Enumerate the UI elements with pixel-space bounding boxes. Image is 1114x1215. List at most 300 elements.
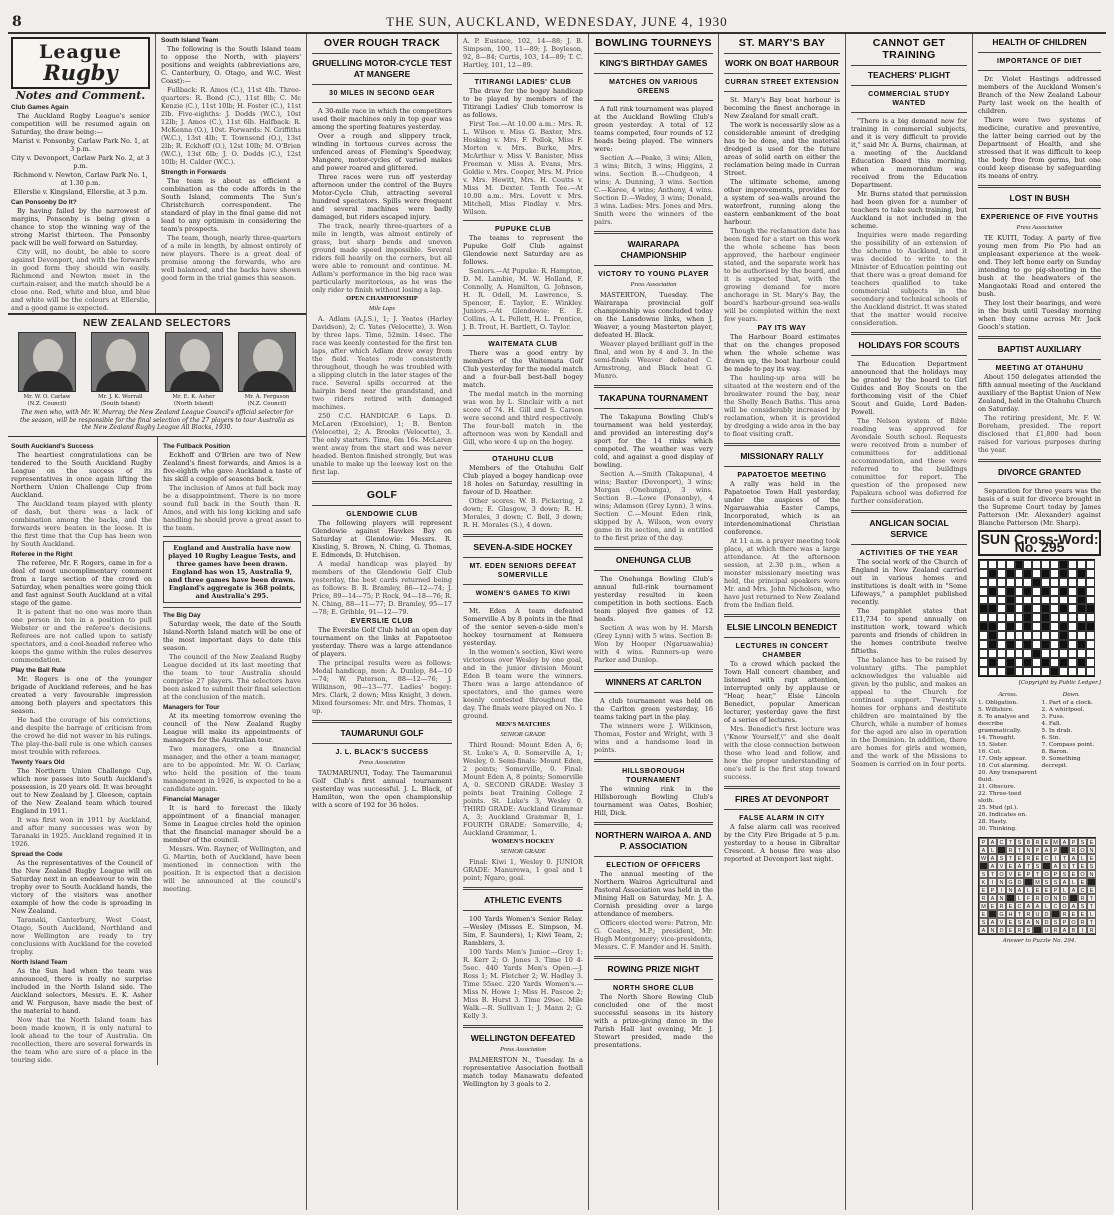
referee-text: The referee, Mr. F. Rogers, came in for a deal of most uncomplimentary comment from a large section of the crowd on Saturday, when penalties were going thick and fast against South Auckland at a vital stage of the game. xyxy=(11,558,152,607)
answer-cell: R xyxy=(1078,918,1087,926)
crossword-block xyxy=(988,631,997,640)
titirangi-text: The draw for the bogey handicap to be played by members of the Titirangi Ladies' Club tomorrow is as follows. xyxy=(463,87,583,119)
crossword-cell[interactable] xyxy=(1059,667,1068,676)
crossword-cell[interactable] xyxy=(1023,560,1032,569)
answer-cell: E xyxy=(1006,926,1015,934)
answer-cell xyxy=(988,910,997,918)
answer-cell: S xyxy=(1051,878,1060,886)
league-column xyxy=(8,34,306,1210)
crossword-cell[interactable] xyxy=(988,596,997,605)
crossword-block xyxy=(988,604,997,613)
crossword-block xyxy=(1032,649,1041,658)
referee-heading: Referee in the Right xyxy=(11,550,73,558)
crossword-cell[interactable] xyxy=(1086,631,1095,640)
crossword-cell[interactable] xyxy=(1086,587,1095,596)
crossword-block xyxy=(1006,569,1015,578)
crossword-cell[interactable] xyxy=(997,587,1006,596)
answer-cell: R xyxy=(1051,926,1060,934)
harbour-deck: CURRAN STREET EXTENSION xyxy=(725,79,839,86)
elsie-text: To a crowd which packed the Town Hall concert chamber, and listened with rapt attention, interrupted only by applause or "Hear, hear," Elsie Lincoln Benedict, popular American lecturer, yesterday gave the first of a series of lectures. xyxy=(724,660,840,724)
answer-cell: N xyxy=(1087,870,1096,878)
answer-cell: N xyxy=(997,878,1006,886)
strength-heading: Strength in Forwards xyxy=(161,169,227,176)
answer-cell: T xyxy=(1015,910,1024,918)
answer-cell: A xyxy=(1024,918,1033,926)
womens-grade: SENIOR GRADE xyxy=(500,848,546,855)
crossword-cell[interactable] xyxy=(1050,560,1059,569)
crossword-cell[interactable] xyxy=(979,649,988,658)
crossword-cell[interactable] xyxy=(1015,587,1024,596)
filler-text: The track, nearly three-quarters of a mile in length, was almost entirely of grass, but sharp bends and uneven ground made speed impossible. Several riders fell heavily on the corners, but all were able to remount and continue. M. Adlam's performance in the big race was particularly meritorious, as he was the only rider to finish without losing a lap. xyxy=(312,222,452,294)
filler-text: In the women's section, Kiwi were victorious over Wesley by one goal, and in the junior division Mount Eden B team were the winners. There was a large attendance of spectators, and the games were keenly contested throughout the day. The finals were played on No. 1 ground. xyxy=(463,648,583,720)
open-heading: OPEN CHAMPIONSHIP xyxy=(346,295,418,302)
big-day-heading: The Big Day xyxy=(163,611,201,619)
crossword-cell[interactable] xyxy=(979,569,988,578)
crossword-cell[interactable] xyxy=(988,578,997,587)
crossword-cell[interactable] xyxy=(1015,604,1024,613)
answer-cell: A xyxy=(1015,886,1024,894)
crossword-cell[interactable] xyxy=(1068,569,1077,578)
answer-cell: E xyxy=(1069,870,1078,878)
crossword-cell[interactable] xyxy=(1068,578,1077,587)
crossword-cell[interactable] xyxy=(1023,631,1032,640)
crossword-cell[interactable] xyxy=(1068,622,1077,631)
crossword-block xyxy=(1041,640,1050,649)
crossword-cell[interactable] xyxy=(1068,667,1077,676)
answer-cell: L xyxy=(1069,878,1078,886)
training-text: Mr. Burns stated that permission had been given for a number of teachers to take such training, but Auckland is not included in the scheme. xyxy=(851,190,967,230)
crossword-block xyxy=(1032,578,1041,587)
sa-text: The heartiest congratulations can be tendered to the South Auckland Rugby League on the success of its representatives in once again lifting the Northern Union Challenge Cup from Auckland. xyxy=(11,450,152,499)
answer-cell: A xyxy=(979,926,988,934)
across-clues xyxy=(978,689,1038,833)
answer-cell: H xyxy=(1006,910,1015,918)
crossword-block xyxy=(1023,640,1032,649)
wairarapa-text: MASTERTON, Tuesday. The Wairarapa provincial golf championship was concluded today on the Lansdowne links, when J. Weaver, a young Masterton player, defeated H. Black. xyxy=(594,291,713,339)
crossword-block xyxy=(988,640,997,649)
crossword-cell[interactable] xyxy=(997,613,1006,622)
crossword-cell[interactable] xyxy=(1086,578,1095,587)
crossword-cell[interactable] xyxy=(1032,587,1041,596)
hillsborough-headline: HILLSBOROUGH TOURNAMENT xyxy=(622,768,685,784)
health-column xyxy=(973,34,1106,1210)
answer-cell: U xyxy=(1033,910,1042,918)
answer-cell: T xyxy=(1033,870,1042,878)
bowling-headline: BOWLING TOURNEYS xyxy=(595,37,712,49)
answer-cell: O xyxy=(1042,870,1051,878)
crossword-cell[interactable] xyxy=(1077,560,1086,569)
crossword-cell[interactable] xyxy=(1032,640,1041,649)
crossword-cell[interactable] xyxy=(1015,649,1024,658)
crossword-cell[interactable] xyxy=(997,631,1006,640)
motorcycle-column xyxy=(306,34,458,1210)
crossword-cell[interactable] xyxy=(1032,622,1041,631)
fixture: Richmond v. Newton, Carlaw Park No. 1, at 1.30 p.m. xyxy=(13,171,148,187)
answer-cell: T xyxy=(1087,902,1096,910)
down-clue: 7. Compass point. xyxy=(1041,741,1095,748)
club-games-heading: Club Games Again xyxy=(11,104,69,111)
filler-text: 250 C.C. HANDICAP. 6 Laps. D. McLaren (Excelsior), 1; B. Benton (Velocette), 2; A. Brooks (Velocette), 3. The only starters. Time, 6m 16s. McLaren went away from the start and was never headed. Benton finished strongly, but was unable to make up the leeway lost on the first lap. xyxy=(312,412,452,476)
answer-cell: S xyxy=(1060,862,1069,870)
answer-cell xyxy=(1033,926,1042,934)
crossword-cell[interactable] xyxy=(1050,613,1059,622)
crossword-cell[interactable] xyxy=(979,640,988,649)
wairarapa-subheadline: VICTORY TO YOUNG PLAYER xyxy=(598,271,709,278)
answer-cell: V xyxy=(1006,870,1015,878)
answer-cell: T xyxy=(1024,862,1033,870)
crossword-cell[interactable] xyxy=(1077,578,1086,587)
crossword-cell[interactable] xyxy=(979,587,988,596)
crossword-cell[interactable] xyxy=(979,631,988,640)
answer-cell: A xyxy=(988,854,997,862)
crossword-cell[interactable] xyxy=(1086,640,1095,649)
answer-cell: R xyxy=(1033,838,1042,846)
answer-cell: E xyxy=(1078,862,1087,870)
answer-cell: N xyxy=(988,926,997,934)
crossword-cell[interactable] xyxy=(1015,622,1024,631)
motorcycle-subheadline: GRUELLING MOTOR-CYCLE TEST AT MANGERE xyxy=(312,58,452,79)
crossword-cell[interactable] xyxy=(1023,578,1032,587)
crossword-cell[interactable] xyxy=(1006,560,1015,569)
crossword-cell[interactable] xyxy=(1068,640,1077,649)
crossword-block xyxy=(1059,560,1068,569)
crossword-cell[interactable] xyxy=(1068,631,1077,640)
crossword-block xyxy=(1023,604,1032,613)
crossword-block xyxy=(1023,622,1032,631)
filler-text: The winners were J. Wilkinson, Thomas, Foster and Wright, with 3 wins and a handsome lead in points. xyxy=(594,722,713,754)
crossword-cell[interactable] xyxy=(1050,604,1059,613)
crossword-cell[interactable] xyxy=(1032,604,1041,613)
crossword-cell[interactable] xyxy=(1041,631,1050,640)
health-text: There were two systems of medicine, curative and preventive, the latter being carried out by the Department of Health, and she stressed that it was difficult to keep the body free from germs, but one could keep disease by safeguarding its means of entry. xyxy=(978,116,1101,180)
filler-text: The hauling-up area will be situated at the western end of the breakwater round the bay, near the Shelly Beach Baths. This area will be considerably increased by reclamation, when it is provided by dredging a wide area in the bay to float visiting craft. xyxy=(724,374,840,438)
crossword-cell[interactable] xyxy=(1032,560,1041,569)
crossword-cell[interactable] xyxy=(1068,596,1077,605)
answer-cell: P xyxy=(1060,918,1069,926)
fixture: Marist v. Ponsonby, Carlaw Park No. 1, at 3 p.m. xyxy=(12,137,149,153)
crossword-cell[interactable] xyxy=(1041,596,1050,605)
answer-cell: R xyxy=(1015,926,1024,934)
womens-hockey-heading: WOMEN'S HOCKEY xyxy=(491,838,555,845)
crossword-cell[interactable] xyxy=(1086,569,1095,578)
answer-cell: A xyxy=(1069,854,1078,862)
crossword-cell[interactable] xyxy=(1032,658,1041,667)
crossword-cell[interactable] xyxy=(1006,613,1015,622)
pay-heading: PAY ITS WAY xyxy=(757,325,807,332)
crossword-cell[interactable] xyxy=(1015,658,1024,667)
crossword-cell[interactable] xyxy=(1050,587,1059,596)
crossword-cell[interactable] xyxy=(1006,631,1015,640)
crossword-cell[interactable] xyxy=(1059,578,1068,587)
motorcycle-deck: 30 MILES IN SECOND GEAR xyxy=(329,90,435,97)
crossword-cell[interactable] xyxy=(1032,596,1041,605)
down-clue: 4. Fall. xyxy=(1041,720,1062,727)
crossword-cell[interactable] xyxy=(1077,649,1086,658)
motorcycle-text: Over a rough and slippery track, winding in tortuous curves across the unfenced areas of Fleming's Speedway, Mangere, motor-cycles of varied makes and power roared and glittered. xyxy=(312,132,452,172)
health-headline: HEALTH OF CHILDREN xyxy=(992,37,1087,47)
crossword-cell[interactable] xyxy=(979,578,988,587)
crossword-block xyxy=(1006,622,1015,631)
down-label: Down. xyxy=(1062,690,1080,698)
press-association: Press Association xyxy=(630,281,677,288)
crossword-grid[interactable] xyxy=(978,559,1095,677)
across-clue: 5. Wiltshire. xyxy=(978,706,1014,713)
answer-cell: T xyxy=(1069,862,1078,870)
crossword-cell[interactable] xyxy=(1068,649,1077,658)
rowing-headline: ROWING PRIZE NIGHT xyxy=(607,964,700,974)
crossword-block xyxy=(1041,587,1050,596)
answer-cell: S xyxy=(1015,838,1024,846)
answer-cell: E xyxy=(1033,886,1042,894)
crossword-cell[interactable] xyxy=(997,640,1006,649)
crossword-cell[interactable] xyxy=(997,658,1006,667)
crossword-cell[interactable] xyxy=(1015,667,1024,676)
crossword-cell[interactable] xyxy=(979,596,988,605)
answer-cell: O xyxy=(1078,870,1087,878)
crossword-cell[interactable] xyxy=(1050,649,1059,658)
missionary-text: A rally was held in the Papatoetoe Town Hall yesterday, under the auspices of the Ngaruawahia Easter Camps, Incorporated, which is an interdenominational Christian conference. xyxy=(724,480,840,536)
anglican-text: The pamphlet states that £11,734 to spend annually on institution work, toward which parents and friends of children in the homes contribute twelve fiftieths. xyxy=(851,607,967,655)
answer-cell: P xyxy=(1069,838,1078,846)
crossword-cell[interactable] xyxy=(1041,560,1050,569)
answer-cell: A xyxy=(1024,902,1033,910)
crossword-cell[interactable] xyxy=(997,667,1006,676)
answer-cell: S xyxy=(1051,918,1060,926)
answer-cell: M xyxy=(1033,878,1042,886)
crossword-cell[interactable] xyxy=(979,658,988,667)
crossword-cell[interactable] xyxy=(1077,631,1086,640)
crossword-cell[interactable] xyxy=(1077,613,1086,622)
crossword-cell[interactable] xyxy=(1032,613,1041,622)
answer-cell: A xyxy=(1060,878,1069,886)
crossword-cell[interactable] xyxy=(997,578,1006,587)
answer-cell: T xyxy=(1006,838,1015,846)
bowling-column xyxy=(589,34,719,1210)
crossword-cell[interactable] xyxy=(1068,587,1077,596)
answer-cell: D xyxy=(997,926,1006,934)
crossword-cell[interactable] xyxy=(1023,649,1032,658)
answer-cell: S xyxy=(1015,918,1024,926)
selector-name: Mr. A. Ferguson xyxy=(244,394,290,400)
crossword-block xyxy=(1041,569,1050,578)
filler-text: Taranaki, Canterbury, West Coast, Otago, South Auckland, Northland and now Wellington are ready to try conclusions with Auckland for the coveted trophy. xyxy=(11,915,152,956)
press-association: Press Association xyxy=(1016,224,1063,231)
down-clues xyxy=(1042,689,1102,833)
crossword-cell[interactable] xyxy=(997,569,1006,578)
ponsonby-heading: Can Ponsonby Do It? xyxy=(11,199,77,206)
answer-cell: R xyxy=(1078,894,1087,902)
crossword-cell[interactable] xyxy=(988,667,997,676)
answer-cell: V xyxy=(997,862,1006,870)
harbour-subheadline: WORK ON BOAT HARBOUR xyxy=(725,58,839,68)
answer-cell: A xyxy=(1069,886,1078,894)
answer-cell: I xyxy=(988,878,997,886)
masthead xyxy=(8,6,1106,34)
crossword-cell[interactable] xyxy=(1050,640,1059,649)
crossword-cell[interactable] xyxy=(1041,578,1050,587)
crossword-cell[interactable] xyxy=(1068,604,1077,613)
crossword-block xyxy=(1006,658,1015,667)
crossword-cell[interactable] xyxy=(997,596,1006,605)
crossword-cell[interactable] xyxy=(997,560,1006,569)
down-clue: 9. Something decrepit. xyxy=(1041,755,1081,769)
nw-text: The annual meeting of the Northern Wairoa Agricultural and Pastoral Association was held in the Mining Hall on Saturday, Mr. J. A. Cornish presiding over a large attendance of members. xyxy=(594,870,713,918)
crossword-cell[interactable] xyxy=(1015,640,1024,649)
everslie-text: The Everslie Golf Club held an open day tournament on the links at Papatoetoe yesterday. There was a large attendance of players. xyxy=(312,626,452,658)
answer-cell: N xyxy=(1006,886,1015,894)
filler-text: The inclusion of Amos at full back may be a disappointment. There is no more sound full back in the South than R. Amos, and with his long kicking and safe handling he should prove a great asset to the team. xyxy=(163,483,301,532)
answer-cell: E xyxy=(1078,878,1087,886)
crossword-cell[interactable] xyxy=(1023,667,1032,676)
answer-cell: A xyxy=(1060,926,1069,934)
baptist-headline: BAPTIST AUXILIARY xyxy=(997,344,1082,354)
crossword-cell[interactable] xyxy=(1015,596,1024,605)
answer-cell: P xyxy=(979,838,988,846)
crossword-cell[interactable] xyxy=(1015,613,1024,622)
divorce-headline: DIVORCE GRANTED xyxy=(997,467,1082,477)
bowling-subheadline: KING'S BIRTHDAY GAMES xyxy=(599,58,708,68)
answer-cell: R xyxy=(1006,846,1015,854)
filler-text: Two managers, one a financial manager, and the other a team manager, are to be appointed. Mr. W. O. Carlaw, who held the position of the team management in 1926, is expected to be a candidate again. xyxy=(163,744,301,793)
crossword-cell[interactable] xyxy=(1050,578,1059,587)
anglican-subheadline: ACTIVITIES OF THE YEAR xyxy=(859,550,959,557)
selector-region: (South Island) xyxy=(100,400,141,407)
crossword-cell[interactable] xyxy=(1086,667,1095,676)
answer-cell: A xyxy=(979,846,988,854)
answer-cell: S xyxy=(1033,862,1042,870)
answer-cell: P xyxy=(1024,870,1033,878)
crossword-cell[interactable] xyxy=(979,667,988,676)
crossword-cell[interactable] xyxy=(1032,667,1041,676)
lost-subheadline: EXPERIENCE OF FIVE YOUTHS xyxy=(980,214,1099,221)
crossword-cell[interactable] xyxy=(979,560,988,569)
portrait-image xyxy=(238,332,296,392)
crossword-cell[interactable] xyxy=(997,604,1006,613)
league-left xyxy=(8,34,156,313)
answer-cell: K xyxy=(979,878,988,886)
answer-cell: C xyxy=(1078,886,1087,894)
crossword-cell[interactable] xyxy=(988,560,997,569)
answer-box xyxy=(978,837,1096,935)
pay-text: The Harbour Board estimates that on the changes proposed when the whole scheme was drawn up, the boat harbour could be made to pay its way. xyxy=(724,333,840,373)
answer-cell: E xyxy=(1087,838,1096,846)
crossword-cell[interactable] xyxy=(1050,622,1059,631)
crossword-cell[interactable] xyxy=(1086,613,1095,622)
across-clue: 1. Obligation. xyxy=(978,699,1018,706)
answer-cell: G xyxy=(997,910,1006,918)
crossword-cell[interactable] xyxy=(1086,596,1095,605)
crossword-block xyxy=(1041,613,1050,622)
across-clue: 28. Hasty. xyxy=(978,818,1008,825)
down-clue: 1. Part of a clock. xyxy=(1041,699,1093,706)
crossword-cell[interactable] xyxy=(1023,596,1032,605)
selector-photo xyxy=(164,332,224,407)
crossword-cell[interactable] xyxy=(1068,658,1077,667)
filler-text: Mrs. Benedict's first lecture was \"Know Yourself,\" and she dealt with the close connection between those who lead and follow, and how the proper understanding of one's self is the first step toward success. xyxy=(724,725,840,781)
crossword-cell[interactable] xyxy=(997,622,1006,631)
answer-cell: R xyxy=(1033,894,1042,902)
answer-cell xyxy=(1051,910,1060,918)
answer-cell: L xyxy=(1078,854,1087,862)
crossword-cell[interactable] xyxy=(1032,631,1041,640)
answer-cell: S xyxy=(1087,862,1096,870)
crossword-cell[interactable] xyxy=(988,613,997,622)
crossword-cell[interactable] xyxy=(1059,613,1068,622)
across-clue: 14. Thought. xyxy=(978,734,1016,741)
filler-text: Section A.—Peake, 3 wins; Allen, 3 wins; Bitch, 3 wins; Higgins, 2 wins. Section B.—Chudgeon, 4 wins; A. Dunning, 3 wins. Section C.—Karee, 4 wins; Anthony, 4 wins. Section D.—Wadey, 3 wins; Donald, 3 wins. Ladies: Mrs. Jones and Mrs. Smith were the winners of the pairs. xyxy=(594,154,713,226)
crossword-cell[interactable] xyxy=(1050,596,1059,605)
anglican-headline: ANGLICAN SOCIAL SERVICE xyxy=(869,518,949,539)
crossword-cell[interactable] xyxy=(1068,613,1077,622)
answer-cell: O xyxy=(1060,902,1069,910)
crossword-block xyxy=(1006,667,1015,676)
holidays-headline: HOLIDAYS FOR SCOUTS xyxy=(858,340,960,350)
bowling-deck: MATCHES ON VARIOUS GREENS xyxy=(609,79,698,95)
answer-cell xyxy=(979,862,988,870)
england-australia-box: England and Australia have now played 10 Rugby League Tests, and three games have been drawn. England has won 15, Australia 9, and three games have been drawn. England's aggregate is 368 points, and Australia's 295. xyxy=(163,541,301,603)
answer-cell: I xyxy=(997,886,1006,894)
crossword-cell[interactable] xyxy=(988,649,997,658)
crossword-cell[interactable] xyxy=(1059,649,1068,658)
crossword-cell[interactable] xyxy=(1077,667,1086,676)
crossword-cell[interactable] xyxy=(1032,569,1041,578)
answer-cell: R xyxy=(997,902,1006,910)
across-clue: 17. Only appear. xyxy=(978,755,1027,762)
crossword-cell[interactable] xyxy=(1015,631,1024,640)
crossword-cell[interactable] xyxy=(1059,596,1068,605)
otahuhu-text: Members of the Otahuhu Golf Club played a bogey handicap over 18 holes on Saturday, resulting in favour of D. Heather. xyxy=(463,464,583,496)
crossword-cell[interactable] xyxy=(1050,569,1059,578)
crossword-block xyxy=(988,587,997,596)
lost-headline: LOST IN BUSH xyxy=(1009,193,1070,203)
twenty-years-heading: Twenty Years Old xyxy=(11,758,65,766)
crossword-cell[interactable] xyxy=(1041,649,1050,658)
crossword-cell[interactable] xyxy=(1050,658,1059,667)
crossword-cell[interactable] xyxy=(1015,578,1024,587)
answer-cell: L xyxy=(1015,894,1024,902)
crossword-block xyxy=(1059,587,1068,596)
answer-cell: L xyxy=(1060,886,1069,894)
answer-cell: E xyxy=(1015,854,1024,862)
crossword-cell[interactable] xyxy=(1086,658,1095,667)
financial-text: It is hard to forecast the likely appointment of a financial manager. Some in League circles hold the opinion that the financial manager should be a member of the council. xyxy=(163,803,301,844)
crossword-cell[interactable] xyxy=(1006,578,1015,587)
crossword-cell[interactable] xyxy=(997,649,1006,658)
filler-text: Inquiries were made regarding the possibility of an extension of the scheme to Auckland, and it was decided to write to the Minister of Education pointing out that there was a great demand for teachers qualified to take commercial subjects in the secondary and technical schools of the Auckland district. It was stated that the matter would receive consideration. xyxy=(851,231,967,327)
crossword-cell[interactable] xyxy=(1068,560,1077,569)
crossword-cell[interactable] xyxy=(1086,560,1095,569)
pupuke-text: The teams to represent the Pupuke Golf Club against Glendowie next Saturday are as follows. xyxy=(463,234,583,266)
crossword-block xyxy=(1023,613,1032,622)
crossword-cell[interactable] xyxy=(1006,649,1015,658)
crossword-cell[interactable] xyxy=(1086,649,1095,658)
answer-cell: A xyxy=(988,862,997,870)
crossword-cell[interactable] xyxy=(1050,631,1059,640)
crossword-block xyxy=(979,604,988,613)
carlton-headline: WINNERS AT CARLTON xyxy=(605,677,702,687)
selector-name: Mr. E. K. Asher xyxy=(172,394,215,400)
harbour-text: St. Mary's Bay boat harbour is becoming the finest anchorage in New Zealand for small craft. xyxy=(724,96,840,120)
crossword-cell[interactable] xyxy=(1041,667,1050,676)
filler-text: Section A was won by H. Marsh (Grey Lynn) with 5 wins. Section B: Won by Hooper (Ngaruawahia) with 4 wins. Runners-up were Parker and Dunlop. xyxy=(594,624,713,664)
crossword-cell[interactable] xyxy=(1015,569,1024,578)
motorcycle-text: Three races were run off yesterday afternoon under the control of the Buyrs Motor-Cycle Club, attracting several hundred spectators. Spills were frequent and several machines were badly damaged, but riders escaped injury. xyxy=(312,173,452,221)
answer-cell: B xyxy=(1024,838,1033,846)
answer-cell: T xyxy=(1006,854,1015,862)
crossword-cell[interactable] xyxy=(979,613,988,622)
filler-text: He had the courage of his convictions, and despite the barrage of criticism from the crowd he did not waver in his rulings. The play-the-ball rule is one which causes most trouble with referees. xyxy=(11,715,152,756)
selector-photo xyxy=(90,332,150,407)
